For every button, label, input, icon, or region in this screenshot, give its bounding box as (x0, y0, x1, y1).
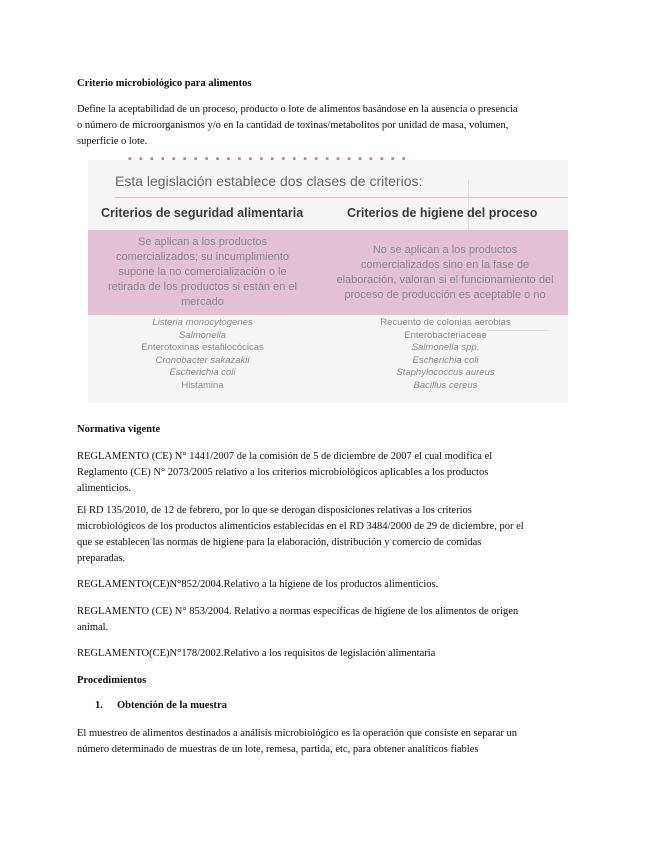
col2-description (325, 243, 565, 303)
text-line: elaboración, valoran si el funcionamiento del (336, 274, 554, 286)
organism-item: Salmonella (179, 329, 226, 341)
criteria-figure (88, 153, 568, 403)
text-line: El muestreo de alimentos destinados a análisis microbiológico es la operación que consiste en separar un (77, 728, 517, 739)
col1-organism-list (95, 317, 310, 392)
organism-item: Cronobacter sakazakii (155, 354, 250, 366)
normativa-heading: Normativa vigente (77, 424, 161, 435)
text-line: preparadas. (77, 553, 126, 564)
text-line: REGLAMENTO(CE)N°178/2002.Relativo a los requisitos de legislación alimentaria (77, 648, 436, 659)
text-line: número determinado de muestras de un lote, remesa, partida, etc, para obtener analíticos fiables (77, 744, 479, 755)
organism-item: Enterobacteriaceae (404, 329, 487, 341)
organism-item: Staphylococcus aureus (396, 367, 495, 378)
procedimientos-heading: Procedimientos (77, 675, 147, 686)
text-line: supone la no comercialización o le (118, 266, 287, 278)
col1-description (95, 235, 310, 310)
text-line: animal. (77, 622, 109, 633)
text-line: que se establecen las normas de higiene para la elaboración, distribución y comercio de comidas (77, 537, 482, 548)
text-line: microbiológicos de los productos alimenticios establecidas en el RD 3484/2000 de 29 de diciembre, por el (77, 521, 524, 532)
organism-item: Histamina (181, 379, 224, 391)
text-line: comercializados sino en la fase de (360, 259, 530, 271)
text-line: comercializados; su incumplimiento (115, 251, 289, 263)
definition-paragraph (77, 102, 579, 150)
organism-item: Recuento de colonias aerobias (380, 317, 511, 328)
muestreo-paragraph (77, 726, 579, 758)
text-line: REGLAMENTO (CE) N° 1441/2007 de la comisión de 5 de diciembre de 2007 el cual modifica el (77, 451, 493, 462)
norm-paragraph (77, 503, 579, 567)
text-line: retirada de los productos si están en el (108, 281, 297, 293)
text-line: mercado (181, 296, 224, 308)
figure-divider (115, 197, 568, 198)
subsection-title: Obtención de la muestra (117, 700, 227, 711)
text-line: Reglamento (CE) N° 2073/2005 relativo a los criterios microbiológicos aplicables a los productos (77, 467, 489, 478)
organism-item: Salmonella spp. (411, 342, 480, 353)
figure-intro: Esta legislación establece dos clases de criterios: (115, 173, 423, 189)
figure-top-strip: ▪ ▪ ▪ ▪ ▪ ▪ ▪ ▪ ▪ ▪ ▪ ▪ ▪ ▪ ▪ ▪ ▪ ▪ ▪ ▪ ▪ ▪ ▪ ▪ ▪ ▪ (128, 153, 408, 165)
norm-paragraph (77, 646, 579, 662)
organism-item: Escherichia coli (412, 354, 479, 366)
col1-heading: Criterios de seguridad alimentaria (101, 206, 304, 220)
section-title: Criterio microbiológico para alimentos (77, 78, 252, 89)
organism-item: Escherichia coli (169, 367, 236, 378)
text-line: superficie o lote. (77, 136, 148, 147)
text-line: alimenticios. (77, 483, 131, 494)
subsection-number: 1. (95, 700, 103, 711)
text-line: proceso de producción es aceptable o no (344, 289, 546, 301)
text-line: No se aplican a los productos (372, 244, 518, 256)
text-line: REGLAMENTO(CE)N°852/2004.Relativo a la higiene de los productos alimenticios. (77, 579, 439, 590)
text-line: El RD 135/2010, de 12 de febrero, por lo que se derogan disposiciones relativas a los criterios (77, 505, 472, 516)
text-line: Define la aceptabilidad de un proceso, producto o lote de alimentos basándose en la ausencia o presencia (77, 104, 518, 115)
text-line: o número de microorganismos y/o en la cantidad de toxinas/metabolitos por unidad de masa, volumen, (77, 120, 509, 131)
col2-organism-list (338, 317, 553, 392)
text-line: Se aplican a los productos (137, 236, 268, 248)
organism-item: Listeria monocytogenes (152, 317, 253, 328)
norm-paragraph (77, 577, 579, 593)
text-line: REGLAMENTO (CE) N° 853/2004. Relativo a normas específicas de higiene de los alimentos de origen (77, 606, 519, 617)
norm-paragraph (77, 604, 579, 636)
organism-item: Bacillus cereus (413, 379, 478, 391)
col2-heading: Criterios de higiene del proceso (347, 206, 538, 220)
organism-item: Enterotoxinas estafilocócicas (141, 342, 264, 353)
norm-paragraph (77, 449, 579, 497)
